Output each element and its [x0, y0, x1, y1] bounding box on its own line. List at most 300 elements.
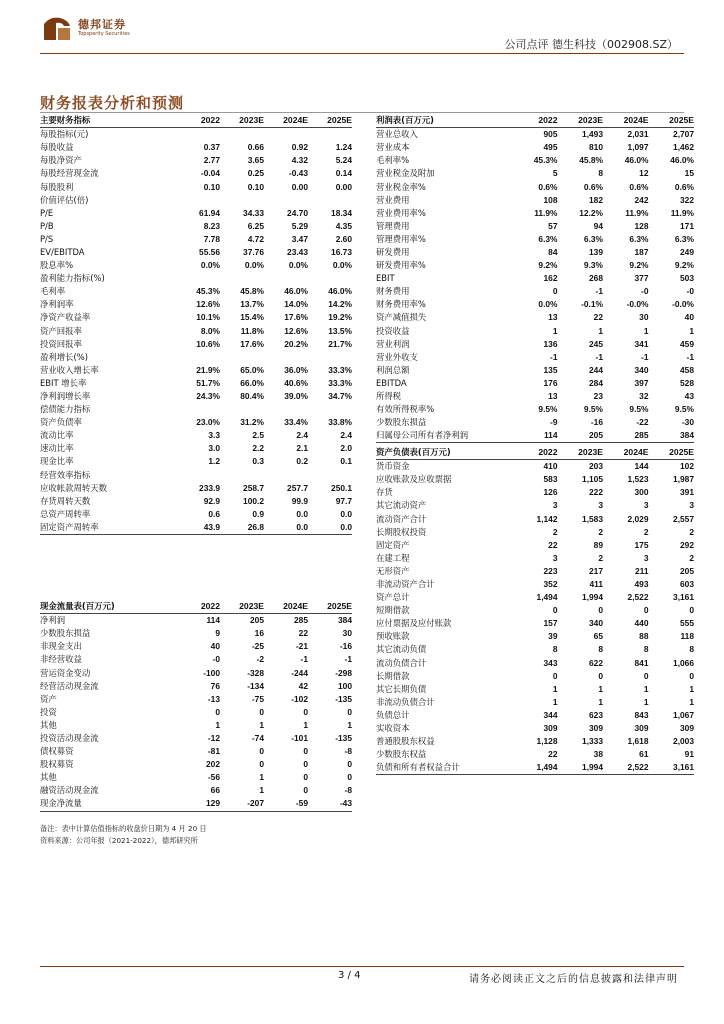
cell-value: 1.24 [335, 142, 352, 153]
cell-value: 3,161 [673, 592, 694, 603]
cell-value: 1,142 [536, 513, 558, 524]
row-label: 资产回报率 [40, 325, 82, 336]
cell-value: 0 [643, 670, 649, 681]
year-header: 2023E [220, 600, 264, 614]
table-row [40, 482, 352, 495]
year-header: 2022 [512, 114, 558, 128]
cell-value: 100 [338, 680, 352, 691]
cell-value: 7.78 [203, 233, 220, 244]
cell-value: 1,493 [582, 129, 603, 140]
cell-value: 11.9% [625, 207, 649, 218]
row-label: 负债和所有者权益合计 [376, 761, 512, 775]
row-label: 少数股东损益 [40, 628, 91, 639]
cell-value: 1,333 [582, 736, 603, 747]
cell-value [308, 128, 352, 142]
cell-value: 352 [543, 578, 558, 589]
cell-value: 292 [680, 539, 694, 550]
cell-value: 622 [589, 657, 603, 668]
cell-value: 1 [689, 696, 694, 707]
cell-value: 0.37 [203, 142, 220, 153]
table-row [376, 657, 694, 670]
cell-value: 258.7 [243, 482, 264, 493]
table-row [376, 141, 694, 154]
row-label: 存货 [376, 487, 393, 498]
row-label: 经营效率指标 [40, 469, 91, 480]
row-label: 营业利润 [376, 338, 410, 349]
table-row [40, 338, 352, 351]
cell-value: 2.0 [340, 443, 352, 454]
cell-value: 3 [643, 500, 649, 511]
cell-value: 33.3% [328, 377, 352, 388]
table-row [40, 194, 352, 207]
cell-value: 309 [634, 723, 649, 734]
table-row [40, 508, 352, 521]
cell-value: -135 [335, 732, 352, 743]
row-label: 经营活动现金流 [40, 680, 99, 691]
cell-value: -1 [641, 351, 649, 362]
row-label: 应收账款及应收票据 [376, 474, 452, 485]
cell-value: 34.7% [328, 391, 352, 402]
cell-value: 341 [634, 338, 649, 349]
table-row [40, 732, 352, 745]
row-label: 短期借款 [376, 605, 410, 616]
main-indicators-table [40, 114, 352, 535]
cell-value: -0 [686, 286, 694, 297]
cell-value: -102 [291, 693, 308, 704]
table-row [40, 429, 352, 442]
cell-value: 205 [250, 615, 264, 626]
row-label: 盈利能力指标(%) [40, 273, 105, 284]
cell-value: -0 [212, 654, 220, 665]
cell-value: 3.65 [247, 155, 264, 166]
cell-value: -134 [247, 680, 264, 691]
cell-value: 1 [259, 785, 264, 796]
cell-value: 0.6% [538, 181, 558, 192]
year-header: 2023E [558, 446, 604, 460]
cell-value: 20.2% [284, 338, 308, 349]
row-label: 毛利率 [40, 286, 66, 297]
cell-value: 5.29 [291, 220, 308, 231]
cell-value: 0 [259, 759, 264, 770]
table-row [376, 761, 694, 775]
table-row [376, 207, 694, 220]
cell-value: 128 [634, 220, 649, 231]
row-label: 归属母公司所有者净利润 [376, 429, 512, 443]
row-label: EV/EBITDA [40, 246, 85, 257]
row-label: EBIT 增长率 [40, 377, 87, 388]
cell-value: 6.3% [538, 233, 558, 244]
cell-value: 0.6 [208, 508, 220, 519]
cell-value: 22 [548, 539, 558, 550]
row-label: 债权募资 [40, 746, 74, 757]
table-row [376, 220, 694, 233]
cell-value [308, 272, 352, 285]
cell-value: 40 [210, 641, 220, 652]
cell-value: 0.0% [244, 260, 264, 271]
row-label: 投资活动现金流 [40, 732, 99, 743]
cell-value: 99.9 [291, 495, 308, 506]
cell-value: 0.14 [335, 168, 352, 179]
cell-value: 1 [598, 696, 603, 707]
cell-value: 45.3% [196, 286, 220, 297]
row-label: 少数股东权益 [376, 749, 427, 760]
cell-value: -0.1% [581, 299, 603, 310]
cell-value: 250.1 [331, 482, 352, 493]
row-label: 每股经营现金流 [40, 168, 99, 179]
row-label: 资产减值损失 [376, 312, 427, 323]
cell-value: 2 [598, 552, 603, 563]
cell-value: 2,031 [627, 129, 649, 140]
cell-value: -75 [251, 693, 264, 704]
cell-value [176, 194, 220, 207]
cell-value [220, 194, 264, 207]
row-label: 营业总收入 [376, 129, 418, 140]
cell-value: 17.6% [240, 338, 264, 349]
table-row [376, 403, 694, 416]
cell-value: 245 [589, 338, 603, 349]
cell-value: 1 [347, 719, 352, 730]
row-label: 货币资金 [376, 461, 410, 472]
cell-value: 39 [548, 631, 558, 642]
row-label: 在建工程 [376, 552, 410, 563]
cell-value: 3.3 [208, 430, 220, 441]
cell-value: 46.0% [328, 286, 352, 297]
company-name-cn: 德邦证券 [78, 18, 126, 31]
cell-value: 5.24 [335, 155, 352, 166]
cell-value: 3 [689, 500, 694, 511]
cell-value: 9.2% [538, 260, 558, 271]
row-label: 研发费用 [376, 246, 410, 257]
row-label: 无形资产 [376, 565, 410, 576]
cell-value: 0 [552, 670, 558, 681]
cell-value: 1,994 [558, 761, 604, 775]
cell-value: 46.0% [670, 155, 694, 166]
cell-value: 33.8% [328, 417, 352, 428]
table-row [376, 552, 694, 565]
cell-value: 603 [680, 578, 694, 589]
cell-value: 37.76 [243, 246, 264, 257]
cell-value: 503 [680, 273, 694, 284]
table-row [40, 298, 352, 311]
cell-value: 129 [176, 797, 220, 811]
cell-value: 340 [634, 364, 649, 375]
row-label: 营运资金变动 [40, 667, 91, 678]
table-row [40, 627, 352, 640]
cell-value: 187 [634, 246, 649, 257]
table-row [40, 285, 352, 298]
row-label: 其它流动负债 [376, 644, 427, 655]
cell-value: 1,462 [673, 142, 694, 153]
cell-value: 6.3% [674, 233, 694, 244]
cell-value: 21.7% [328, 338, 352, 349]
row-label: P/E [40, 207, 54, 218]
row-label: 营业外收支 [376, 351, 418, 362]
table-row [40, 141, 352, 154]
table-row [376, 128, 694, 142]
cell-value: 9.3% [583, 260, 603, 271]
table-row [40, 207, 352, 220]
cell-value: -1 [344, 654, 352, 665]
table-row [40, 220, 352, 233]
row-label: 营业成本 [376, 142, 410, 153]
cell-value: 15.4% [240, 312, 264, 323]
cell-value [220, 128, 264, 142]
cell-value: 2.5 [252, 430, 264, 441]
cell-value: 0.0% [200, 260, 220, 271]
cell-value: 0 [689, 670, 694, 681]
row-label: P/B [40, 220, 54, 231]
table-header-row [376, 114, 694, 128]
cell-value: 0.0 [340, 508, 352, 519]
cell-value: 108 [543, 194, 558, 205]
year-header: 2022 [176, 114, 220, 128]
cell-value: 3.0 [208, 443, 220, 454]
cell-value: 0.92 [291, 142, 308, 153]
cell-value: 555 [680, 618, 694, 629]
cell-value: 583 [543, 474, 558, 485]
row-label: 投资 [40, 706, 57, 717]
cell-value: 0 [689, 605, 694, 616]
cell-value: 91 [684, 749, 694, 760]
table-row [376, 748, 694, 761]
cell-value: 2.4 [340, 430, 352, 441]
cell-value: -101 [291, 732, 308, 743]
cell-value: 23.43 [287, 246, 308, 257]
cell-value: 182 [589, 194, 603, 205]
cell-value: 46.0% [624, 155, 649, 166]
table-row [40, 784, 352, 797]
cell-value: 84 [548, 246, 558, 257]
row-label: 长期股权投资 [376, 526, 427, 537]
cell-value: 100.2 [243, 495, 264, 506]
cell-value: 1,494 [512, 761, 558, 775]
cell-value: -0 [641, 286, 649, 297]
cell-value [308, 194, 352, 207]
table-row [40, 416, 352, 429]
table-row [40, 693, 352, 706]
table-row [376, 683, 694, 696]
cell-value: 0 [598, 670, 603, 681]
cell-value: 2 [689, 526, 694, 537]
row-label: 每股指标(元) [40, 129, 89, 140]
cell-value [220, 272, 264, 285]
cell-value: 55.56 [199, 246, 220, 257]
cell-value: 2,522 [627, 592, 649, 603]
table-row [40, 640, 352, 653]
data-source: 资料来源：公司年报（2021-2022），德邦研究所 [40, 836, 198, 845]
row-label: 其他 [40, 719, 57, 730]
cell-value: 66 [210, 785, 220, 796]
cell-value: 9.5% [629, 404, 649, 415]
row-label: 股息率% [40, 260, 74, 271]
table-row [376, 486, 694, 499]
table-title: 资产负债表(百万元) [376, 446, 512, 460]
cell-value: 284 [589, 377, 603, 388]
cell-value: 2,003 [673, 736, 694, 747]
cell-value: 1,994 [582, 592, 603, 603]
cell-value: 1,583 [582, 513, 603, 524]
table-row [40, 653, 352, 666]
cell-value: 5 [552, 168, 558, 179]
table-row [40, 246, 352, 259]
cell-value: 0 [347, 772, 352, 783]
cell-value: 36.0% [284, 364, 308, 375]
cell-value: -244 [291, 667, 308, 678]
cell-value: 2.77 [203, 155, 220, 166]
table-row [376, 285, 694, 298]
table-row [376, 377, 694, 390]
cell-value: 24.3% [196, 391, 220, 402]
row-label: 净资产收益率 [40, 312, 91, 323]
row-label: 偿债能力指标 [40, 404, 91, 415]
row-label: 负债总计 [376, 709, 410, 720]
year-header: 2024E [264, 600, 308, 614]
cell-value: 3 [552, 500, 558, 511]
cell-value: 8.0% [200, 325, 220, 336]
cell-value [264, 469, 308, 482]
row-label: 存货周转天数 [40, 495, 91, 506]
cell-value: 97.7 [335, 495, 352, 506]
cell-value [264, 272, 308, 285]
cell-value: 1 [552, 696, 558, 707]
table-row [40, 377, 352, 390]
table-row [376, 194, 694, 207]
cell-value: 217 [589, 565, 603, 576]
row-label: 应付票据及应付账款 [376, 618, 452, 629]
cell-value: -8 [344, 746, 352, 757]
cell-value: 11.8% [240, 325, 264, 336]
cell-value: 0 [347, 759, 352, 770]
cell-value: 9.5% [674, 404, 694, 415]
cell-value: -0.04 [200, 168, 220, 179]
cell-value: 13.7% [240, 299, 264, 310]
cell-value [176, 272, 220, 285]
cell-value: 1,128 [536, 736, 558, 747]
title-divider [40, 112, 684, 113]
cell-value: 43 [684, 391, 694, 402]
row-label: 净利润 [40, 615, 66, 626]
cell-value: 222 [589, 487, 603, 498]
row-label: 财务费用率% [376, 299, 426, 310]
table-row [376, 246, 694, 259]
table-row [40, 259, 352, 272]
cell-value: 0.0% [332, 260, 352, 271]
cell-value: 65 [593, 631, 603, 642]
cell-value: 205 [680, 565, 694, 576]
cell-value: 0.2 [296, 456, 308, 467]
cell-value: 285 [603, 429, 649, 443]
cell-value: 3,161 [649, 761, 695, 775]
cell-value: 623 [589, 709, 603, 720]
cell-value: 14.0% [284, 299, 308, 310]
table-row [40, 390, 352, 403]
cell-value: 0 [259, 706, 264, 717]
cell-value: 309 [680, 723, 694, 734]
cell-value: 0.0% [288, 260, 308, 271]
cell-value: 126 [543, 487, 558, 498]
cell-value: 343 [543, 657, 558, 668]
cell-value: 810 [589, 142, 603, 153]
cell-value: 65.0% [240, 364, 264, 375]
cell-value: 528 [680, 377, 694, 388]
cell-value: 2 [643, 526, 649, 537]
cell-value: 384 [649, 429, 695, 443]
row-label: 利润总额 [376, 364, 410, 375]
cell-value: -9 [550, 417, 558, 428]
cell-value: 16.73 [331, 246, 352, 257]
cell-value: 139 [589, 246, 603, 257]
cell-value: 233.9 [199, 482, 220, 493]
cell-value: -0.43 [288, 168, 308, 179]
table-row [40, 325, 352, 338]
cell-value: -43 [308, 797, 352, 811]
cell-value [308, 469, 352, 482]
cell-value: 1,523 [627, 474, 649, 485]
table-row [376, 539, 694, 552]
table-row [40, 167, 352, 180]
cell-value: 157 [543, 618, 558, 629]
cell-value: 2 [552, 526, 558, 537]
row-label: 长期借款 [376, 670, 410, 681]
report-info: 公司点评 德生科技（002908.SZ） [504, 38, 678, 51]
cell-value: 19.2% [328, 312, 352, 323]
table-row [376, 630, 694, 643]
row-label: 盈利增长(%) [40, 351, 88, 362]
cell-value: 0.25 [247, 168, 264, 179]
table-row [376, 643, 694, 656]
cell-value: 1,105 [582, 474, 603, 485]
header-divider [40, 53, 684, 54]
cell-value: 0.6% [629, 181, 649, 192]
cell-value [308, 351, 352, 364]
cell-value: 2 [598, 526, 603, 537]
cell-value: 0.0 [264, 521, 308, 535]
row-label: 营业费用 [376, 194, 410, 205]
row-label: 营业收入增长率 [40, 364, 99, 375]
cell-value: 9.5% [538, 404, 558, 415]
cell-value: 211 [634, 565, 649, 576]
cell-value: -59 [264, 797, 308, 811]
balance-sheet-table [376, 446, 694, 775]
table-row [376, 429, 694, 443]
cell-value: -12 [207, 732, 220, 743]
row-label: 非经营收益 [40, 654, 82, 665]
row-label: 其他 [40, 772, 57, 783]
cell-value: 51.7% [196, 377, 220, 388]
cell-value: 13.5% [328, 325, 352, 336]
cell-value: 114 [206, 615, 220, 626]
cell-value: 0.3 [252, 456, 264, 467]
cell-value: 268 [589, 273, 603, 284]
cell-value: -298 [335, 667, 352, 678]
cell-value: 34.33 [243, 207, 264, 218]
cell-value: 0 [259, 746, 264, 757]
cell-value: 136 [543, 338, 558, 349]
cell-value: 4.72 [247, 233, 264, 244]
cell-value [176, 351, 220, 364]
row-label: 总资产周转率 [40, 508, 91, 519]
cell-value: 8 [552, 644, 558, 655]
cell-value: 1,067 [673, 709, 694, 720]
table-title: 现金流量表(百万元) [40, 600, 176, 614]
cell-value: 76 [210, 680, 220, 691]
cell-value: 493 [634, 578, 649, 589]
table-row [376, 473, 694, 486]
cell-value [264, 194, 308, 207]
cell-value: 9 [215, 628, 220, 639]
table-header-row [376, 446, 694, 460]
cell-value: 45.3% [533, 155, 558, 166]
